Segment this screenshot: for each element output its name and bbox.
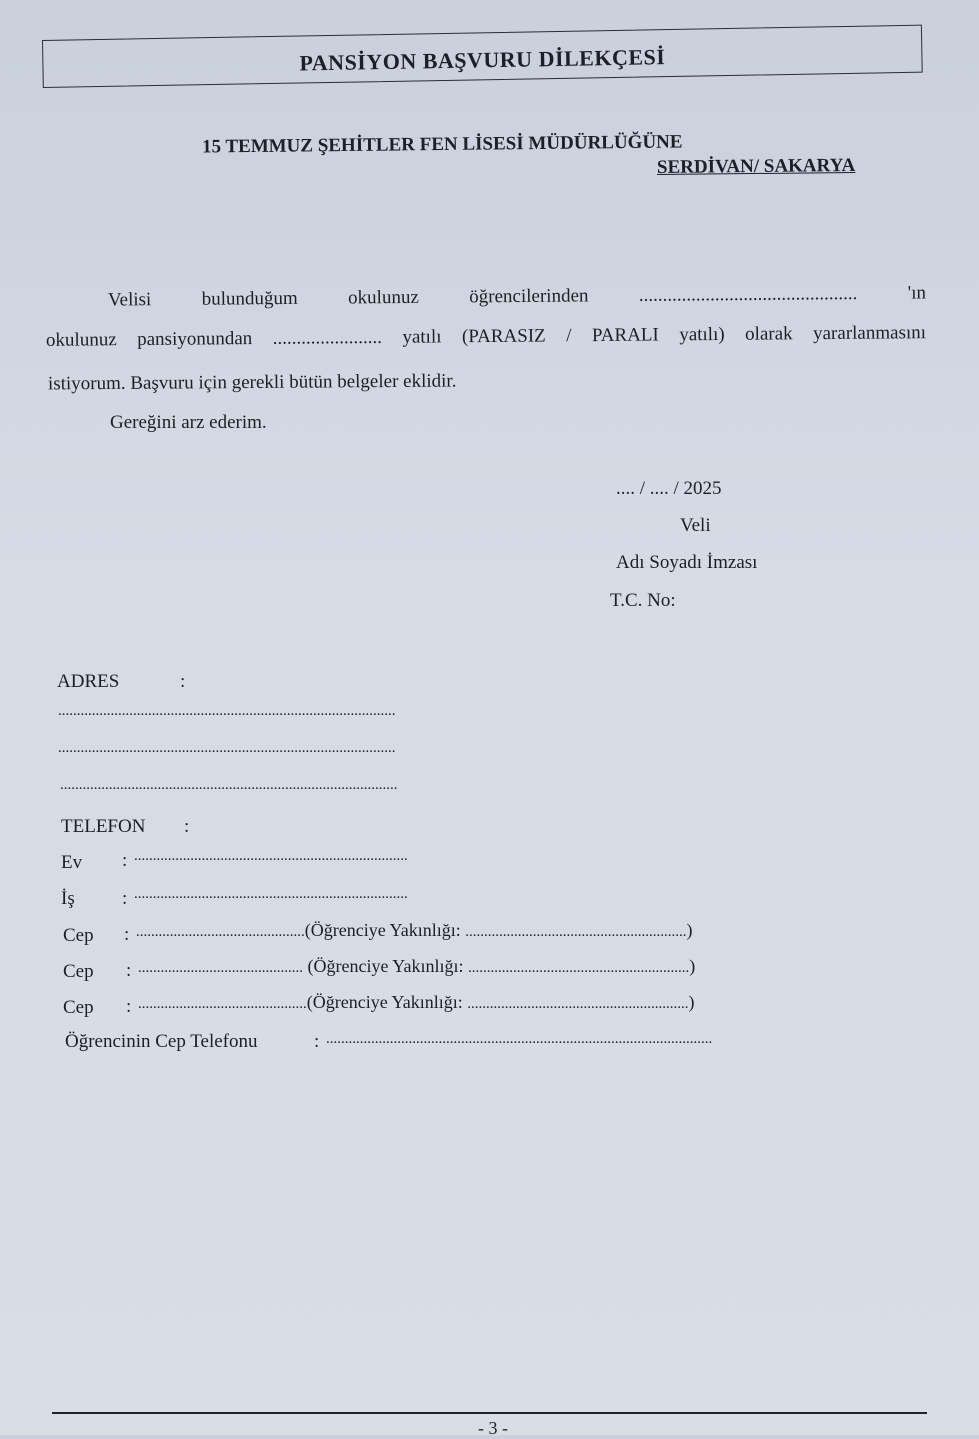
recipient-line-1: 15 TEMMUZ ŞEHİTLER FEN LİSESİ MÜDÜRLÜĞÜNE <box>201 131 683 158</box>
tc-number-label: T.C. No: <box>610 590 676 611</box>
relation-blank: ........................................................... <box>467 960 690 976</box>
phone-row-colon: : <box>126 960 132 981</box>
title-box <box>42 25 923 88</box>
phone-row-colon: : <box>122 888 128 909</box>
paragraph-line-2 <box>46 322 926 352</box>
recipient-line-2: SERDİVAN/ SAKARYA <box>656 154 856 179</box>
address-line-1: .......................................................................................... <box>58 703 396 719</box>
phone-row-colon: : <box>124 924 130 945</box>
paragraph-word: bulunduğum <box>201 287 298 310</box>
phone-row-label: Ev <box>61 852 83 873</box>
address-line-3: .......................................................................................... <box>60 777 398 793</box>
relation-blank: ........................................................... <box>465 924 687 940</box>
paragraph-line-1 <box>108 282 926 311</box>
mobile-phone-row <box>138 992 694 1013</box>
relation-close: ) <box>689 956 696 976</box>
student-phone-label: Öğrencinin Cep Telefonu <box>65 1031 258 1052</box>
address-line-2: .......................................................................................... <box>58 740 396 756</box>
paragraph-word: öğrencilerinden <box>469 285 589 308</box>
relation-label: (Öğrenciye Yakınlığı: <box>304 920 461 940</box>
year-blank: ....................... <box>272 326 383 349</box>
paragraph-word: olarak <box>745 323 793 345</box>
mobile-phone-row <box>138 956 695 977</box>
footer-rule <box>52 1412 927 1414</box>
paragraph-word: 'ın <box>907 282 927 304</box>
phone-row-colon: : <box>122 850 128 871</box>
document-title: PANSİYON BAŞVURU DİLEKÇESİ <box>299 44 666 76</box>
relation-close: ) <box>686 920 693 940</box>
home-phone-blank: ......................................................................... <box>134 848 408 864</box>
address-label: ADRES <box>57 671 120 692</box>
page-number: - 3 - <box>478 1418 508 1438</box>
paragraph-word: (PARASIZ <box>461 325 546 348</box>
relation-label: (Öğrenciye Yakınlığı: <box>303 956 464 976</box>
paragraph-word: / <box>566 325 572 347</box>
phone-label: TELEFON <box>61 816 146 837</box>
paragraph-word: okulunuz <box>348 286 419 309</box>
paragraph-word: pansiyonundan <box>137 328 253 351</box>
phone-row-colon: : <box>126 996 132 1017</box>
mobile-phone-blank: ............................................ <box>138 960 303 976</box>
paragraph-word: okulunuz <box>45 329 117 351</box>
paragraph-word: yararlanmasını <box>812 322 927 345</box>
student-name-blank: .............................................. <box>638 283 858 306</box>
work-phone-blank: ......................................................................... <box>134 886 408 902</box>
paragraph-word: yatılı <box>402 326 442 348</box>
paragraph-word: PARALI <box>591 324 659 347</box>
phone-row-label: İş <box>61 888 75 909</box>
signature-role: Veli <box>680 515 711 536</box>
relation-label: (Öğrenciye Yakınlığı: <box>306 992 463 1012</box>
paragraph-line-3: istiyorum. Başvuru için gerekli bütün belgeler eklidir. <box>47 370 457 395</box>
student-phone-colon: : <box>314 1031 320 1052</box>
relation-close: ) <box>688 992 695 1012</box>
student-phone-blank: ....................................................................................................... <box>326 1031 713 1047</box>
phone-colon: : <box>184 816 190 837</box>
relation-blank: ........................................................... <box>467 996 689 1012</box>
mobile-phone-row <box>136 920 692 941</box>
paragraph-word: yatılı) <box>679 323 725 346</box>
phone-row-label: Cep <box>63 961 94 982</box>
paragraph-word: Velisi <box>107 289 152 311</box>
date-field: .... / .... / 2025 <box>616 478 722 499</box>
phone-row-label: Cep <box>63 925 94 946</box>
mobile-phone-blank: ............................................. <box>138 996 307 1012</box>
closing-line: Gereğini arz ederim. <box>110 412 267 433</box>
phone-row-label: Cep <box>63 997 94 1018</box>
address-colon: : <box>180 671 186 692</box>
mobile-phone-blank: ............................................. <box>136 924 305 940</box>
signature-name-sign: Adı Soyadı İmzası <box>616 552 758 573</box>
